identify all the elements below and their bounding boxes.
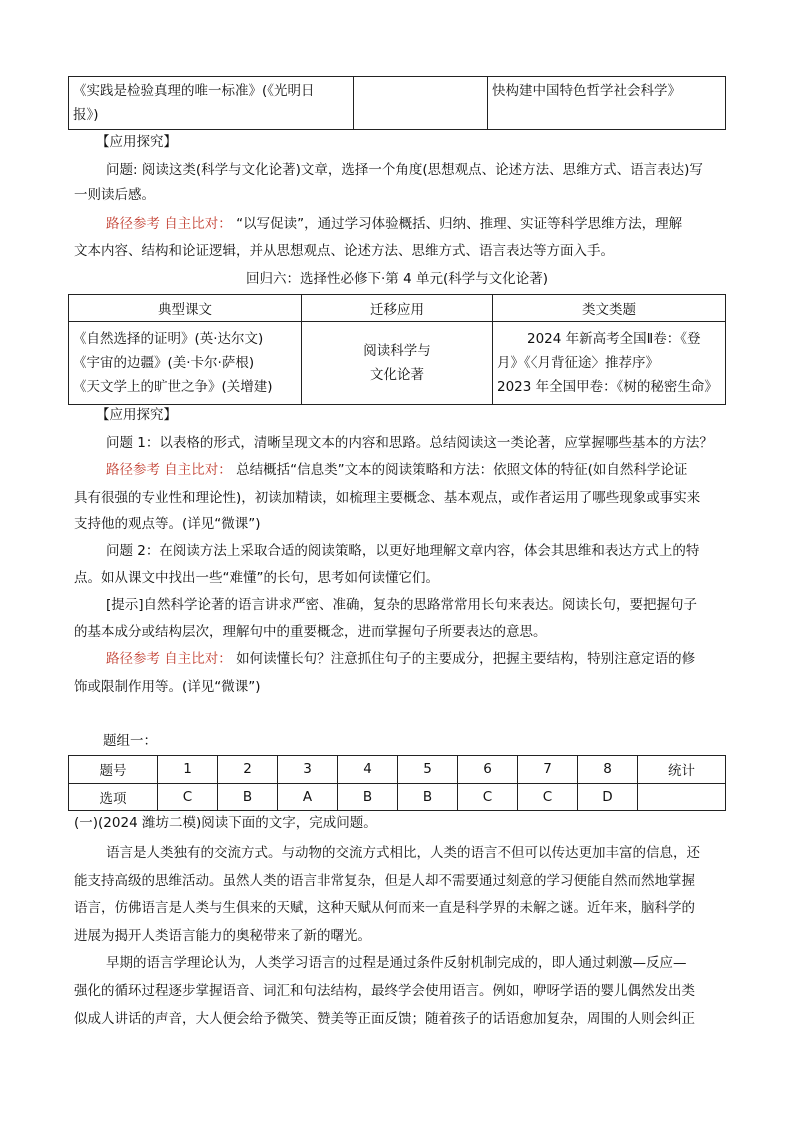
reference-line — [106, 459, 687, 481]
similar-line: 月》《〈月背征途〉推荐序》 — [497, 355, 659, 371]
passage-line: 语言是人类独有的交流方式。与动物的交流方式相比，人类的语言不但可以传达更加丰富的信息，还 — [106, 845, 700, 861]
section-heading: 【应用探究】 — [96, 407, 177, 423]
header-similar: 类文类题 — [493, 295, 726, 322]
top-table-cell-2 — [354, 77, 488, 130]
typical-text: 《自然选择的证明》(英·达尔文) — [73, 331, 264, 347]
similar-cell — [493, 322, 726, 405]
review-table — [68, 294, 726, 405]
passage-line: 早期的语言学理论认为，人类学习语言的过程是通过条件反射机制完成的，即人通过刺激—反应— — [106, 955, 687, 971]
top-table-cell-1 — [69, 77, 354, 130]
header-typical-texts: 典型课文 — [69, 295, 302, 322]
answer-value: C — [158, 783, 218, 811]
reference-label: 路径参考 自主比对： — [106, 462, 232, 478]
answer-value: A — [278, 783, 338, 811]
answer-value: B — [338, 783, 398, 811]
question-number: 2 — [218, 756, 278, 784]
reference-text: 如何读懂长句？注意抓住句子的主要成分，把握主要结构，特别注意定语的修 — [231, 651, 696, 667]
top-cell-3-text: 快构建中国特色哲学社会科学》 — [492, 83, 681, 99]
reference-text: “以写促读”，通过学习体验概括、归纳、推理、实证等科学思维方法，理解 — [231, 216, 683, 232]
answer-value: B — [398, 783, 458, 811]
answer-table — [68, 755, 726, 811]
passage-line: 强化的循环过程逐步掌握语音、词汇和句法结构，最终学会使用语言。例如，咿呀学语的婴儿偶然发出类 — [74, 983, 695, 999]
reference-line: 饰或限制作用等。(详见“微课”) — [74, 679, 261, 695]
answer-value: C — [518, 783, 578, 811]
stat-header: 统计 — [638, 756, 726, 784]
stat-cell — [638, 783, 726, 811]
passage-line: 语言，仿佛语言是人类与生俱来的天赋，这种天赋从何而来一直是科学界的未解之谜。近年来，脑科学的 — [74, 900, 695, 916]
question-number: 4 — [338, 756, 398, 784]
header-transfer: 迁移应用 — [302, 295, 493, 322]
reference-line: 支持他的观点等。(详见“微课”) — [74, 516, 261, 532]
transfer-line: 文化论著 — [370, 367, 424, 383]
typical-text: 《宇宙的边疆》(美·卡尔·萨根) — [73, 355, 255, 371]
reference-line — [106, 213, 682, 235]
reference-line: 文本内容、结构和论证逻辑，并从思想观点、论述方法、思维方式、语言表达等方面入手。 — [74, 243, 614, 259]
passage-line: 进展为揭开人类语言能力的奥秘带来了新的曙光。 — [74, 928, 371, 944]
hint-line: 的基本成分或结构层次，理解句中的重要概念，进而掌握句子所要表达的意思。 — [74, 624, 547, 640]
question-number: 5 — [398, 756, 458, 784]
section-heading: 【应用探究】 — [96, 134, 177, 150]
reference-text: 总结概括“信息类”文本的阅读策略和方法：依照文体的特征(如自然科学论证 — [231, 462, 688, 478]
transfer-cell — [302, 322, 493, 405]
similar-line: 2024 年新高考全国Ⅱ卷：《登 — [527, 331, 701, 347]
question-line: 问题: 阅读这类(科学与文化论著)文章，选择一个角度(思想观点、论述方法、思维方式、语言表达)写 — [106, 162, 703, 178]
question-line: 点。如从课文中找出一些“难懂”的长句，思考如何读懂它们。 — [74, 570, 439, 586]
top-cell-line-1: 《实践是检验真理的唯一标准》(《光明日 — [73, 83, 315, 99]
reference-line: 具有很强的专业性和理论性)，初读加精读，如梳理主要概念、基本观点，或作者运用了哪些现象或事实来 — [74, 490, 701, 506]
typical-text: 《天文学上的旷世之争》(关增建) — [73, 379, 273, 395]
answer-value: C — [458, 783, 518, 811]
passage-intro: (一)(2024 潍坊二模)阅读下面的文字，完成问题。 — [74, 815, 377, 831]
top-table — [68, 76, 726, 130]
transfer-line: 阅读科学与 — [363, 343, 431, 359]
reference-label: 路径参考 自主比对： — [106, 651, 232, 667]
question-line: 问题 2：在阅读方法上采取合适的阅读策略，以更好地理解文章内容，体会其思维和表达方式上的特 — [106, 543, 700, 559]
answer-value: D — [578, 783, 638, 811]
reference-line — [106, 648, 695, 670]
question-number: 1 — [158, 756, 218, 784]
reference-label: 路径参考 自主比对： — [106, 216, 232, 232]
answer-row-label: 题号 — [69, 756, 158, 784]
hint-line: [提示]自然科学论著的语言讲求严密、准确，复杂的思路常常用长句来表达。阅读长句，要把握句子 — [106, 597, 698, 613]
answer-row-label: 选项 — [69, 783, 158, 811]
question-line: 问题 1：以表格的形式，清晰呈现文本的内容和思路。总结阅读这一类论著，应掌握哪些基本的方法？ — [106, 435, 713, 451]
answer-value: B — [218, 783, 278, 811]
question-number: 7 — [518, 756, 578, 784]
group-title: 题组一： — [103, 733, 157, 749]
top-table-cell-3 — [488, 77, 726, 130]
top-cell-line-2: 报》) — [73, 107, 99, 123]
question-number: 3 — [278, 756, 338, 784]
question-line: 一则读后感。 — [74, 187, 155, 203]
passage-line: 似成人讲话的声音，大人便会给予微笑、赞美等正面反馈；随着孩子的话语愈加复杂，周围的人则会纠正 — [74, 1011, 695, 1027]
typical-texts-cell — [69, 322, 302, 405]
review-title: 回归六：选择性必修下·第 4 单元(科学与文化论著) — [246, 271, 548, 287]
question-number: 6 — [458, 756, 518, 784]
passage-line: 能支持高级的思维活动。虽然人类的语言非常复杂，但是人却不需要通过刻意的学习便能自然而然地掌握 — [74, 873, 695, 889]
similar-line: 2023 年全国甲卷：《树的秘密生命》 — [497, 379, 718, 395]
question-number: 8 — [578, 756, 638, 784]
